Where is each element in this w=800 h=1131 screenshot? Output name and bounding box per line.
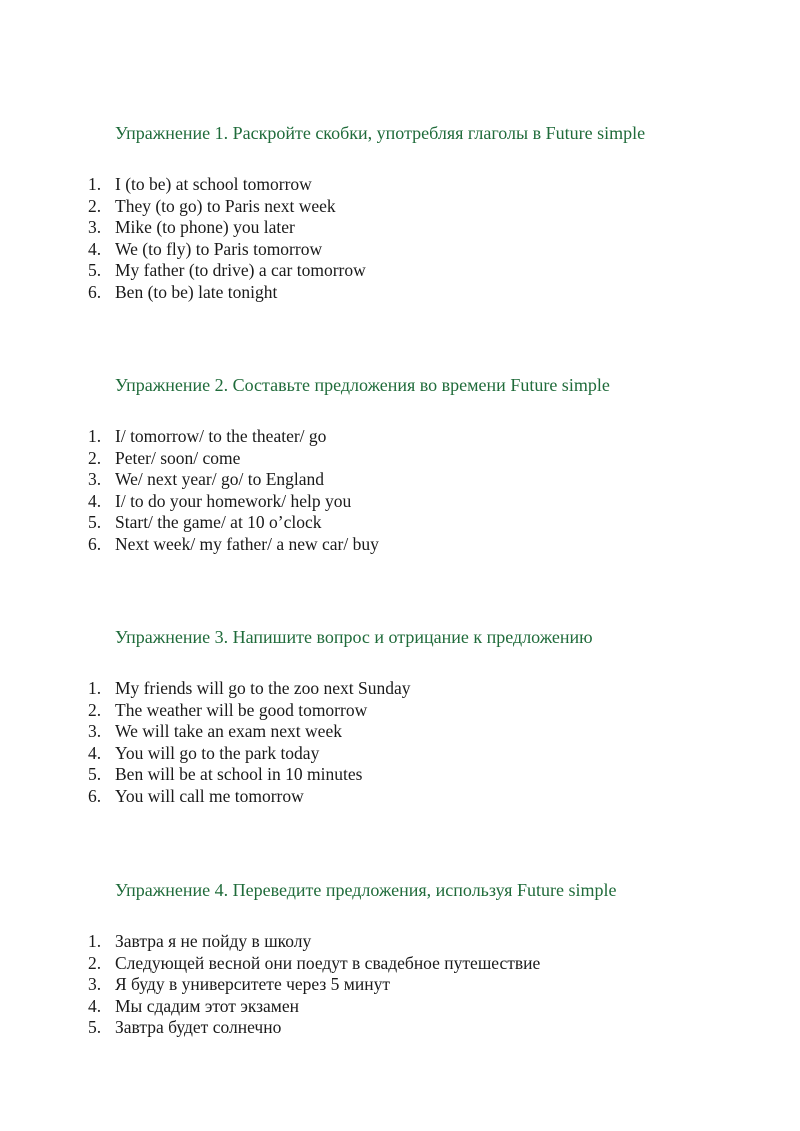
item-number: 5. bbox=[88, 260, 102, 281]
item-text: Я буду в университете через 5 минут bbox=[115, 974, 391, 995]
item-text: I/ tomorrow/ to the theater/ go bbox=[115, 426, 327, 446]
item-text: Peter/ soon/ come bbox=[115, 447, 241, 468]
item-number: 2. bbox=[88, 952, 102, 973]
item-text: Mike (to phone) you later bbox=[115, 217, 295, 238]
item-number: 4. bbox=[88, 238, 102, 259]
item-number: 5. bbox=[88, 512, 102, 533]
item-text: They (to go) to Paris next week bbox=[115, 195, 336, 216]
item-number: 6. bbox=[88, 281, 102, 302]
item-text: Ben will be at school in 10 minutes bbox=[115, 764, 363, 785]
item-text: The weather will be good tomorrow bbox=[115, 699, 368, 720]
item-text: Start/ the game/ at 10 o’clock bbox=[115, 512, 322, 533]
item-text: My father (to drive) a car tomorrow bbox=[115, 260, 366, 281]
item-number: 3. bbox=[88, 217, 102, 238]
item-number: 6. bbox=[88, 533, 102, 554]
item-text: Ben (to be) late tonight bbox=[115, 281, 278, 302]
exercise-title: Упражнение 2. Составьте предложения во времени Future simple bbox=[115, 375, 610, 395]
item-number: 4. bbox=[88, 490, 102, 511]
item-number: 3. bbox=[88, 974, 102, 995]
item-number: 3. bbox=[88, 469, 102, 490]
item-number: 1. bbox=[88, 931, 102, 951]
item-number: 4. bbox=[88, 742, 102, 763]
item-number: 3. bbox=[88, 721, 102, 742]
exercise-title: Упражнение 4. Переведите предложения, используя Future simple bbox=[115, 880, 617, 900]
item-number: 2. bbox=[88, 195, 102, 216]
item-number: 1. bbox=[88, 174, 102, 194]
item-text: My friends will go to the zoo next Sunday bbox=[115, 678, 411, 698]
item-number: 4. bbox=[88, 995, 102, 1016]
item-text: I/ to do your homework/ help you bbox=[115, 490, 352, 511]
item-number: 6. bbox=[88, 785, 102, 806]
item-text: Мы сдадим этот экзамен bbox=[115, 995, 299, 1016]
item-text: Завтра будет солнечно bbox=[115, 1017, 282, 1038]
item-number: 1. bbox=[88, 678, 102, 698]
item-text: We/ next year/ go/ to England bbox=[115, 469, 325, 490]
item-text: We (to fly) to Paris tomorrow bbox=[115, 238, 323, 259]
item-number: 2. bbox=[88, 447, 102, 468]
item-text: Завтра я не пойду в школу bbox=[115, 931, 312, 951]
item-number: 2. bbox=[88, 699, 102, 720]
item-text: Next week/ my father/ a new car/ buy bbox=[115, 533, 379, 554]
item-number: 1. bbox=[88, 426, 102, 446]
exercise-title: Упражнение 3. Напишите вопрос и отрицание к предложению bbox=[115, 627, 593, 647]
item-number: 5. bbox=[88, 764, 102, 785]
item-text: You will go to the park today bbox=[115, 742, 320, 763]
item-text: You will call me tomorrow bbox=[115, 785, 304, 806]
item-text: I (to be) at school tomorrow bbox=[115, 174, 312, 194]
item-text: We will take an exam next week bbox=[115, 721, 342, 742]
item-text: Следующей весной они поедут в свадебное путешествие bbox=[115, 952, 541, 973]
exercise-title: Упражнение 1. Раскройте скобки, употребляя глаголы в Future simple bbox=[115, 123, 646, 143]
item-number: 5. bbox=[88, 1017, 102, 1038]
